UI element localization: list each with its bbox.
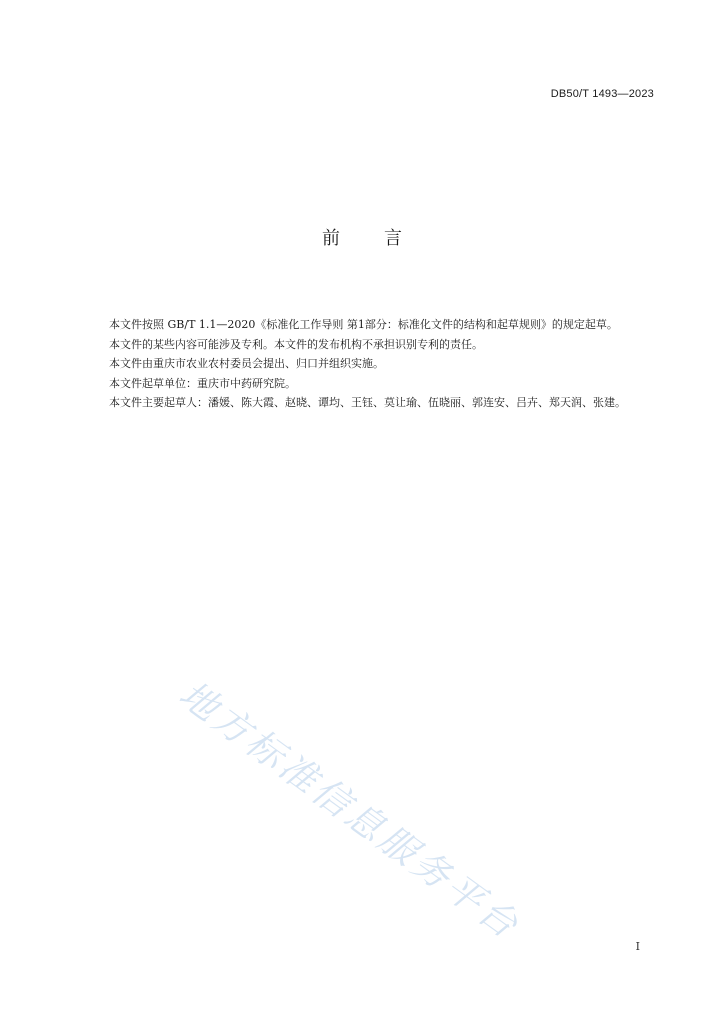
watermark: 地方标准信息服务平台 xyxy=(171,672,529,949)
page-title xyxy=(0,224,724,250)
page-number: I xyxy=(635,940,640,953)
document-code: DB50/T 1493—2023 xyxy=(550,88,654,100)
paragraph-drafting-rules: 本文件按照 GB/T 1.1—2020《标准化工作导则 第1部分：标准化文件的结构和起草规则》的规定起草。 xyxy=(109,318,618,331)
foreword-body xyxy=(87,315,659,413)
title-char-1: 前 xyxy=(322,228,340,250)
paragraph-drafters: 本文件主要起草人：潘媛、陈大霞、赵晓、谭均、王钰、莫让瑜、伍晓丽、郭连安、吕卉、郑天润、张建。 xyxy=(109,396,626,409)
paragraph-drafting-unit: 本文件起草单位：重庆市中药研究院。 xyxy=(109,376,296,390)
paragraph-proposer: 本文件由重庆市农业农村委员会提出、归口并组织实施。 xyxy=(109,357,384,370)
title-char-2: 言 xyxy=(384,228,402,250)
paragraph-patent-notice: 本文件的某些内容可能涉及专利。本文件的发布机构不承担识别专利的责任。 xyxy=(109,337,483,351)
